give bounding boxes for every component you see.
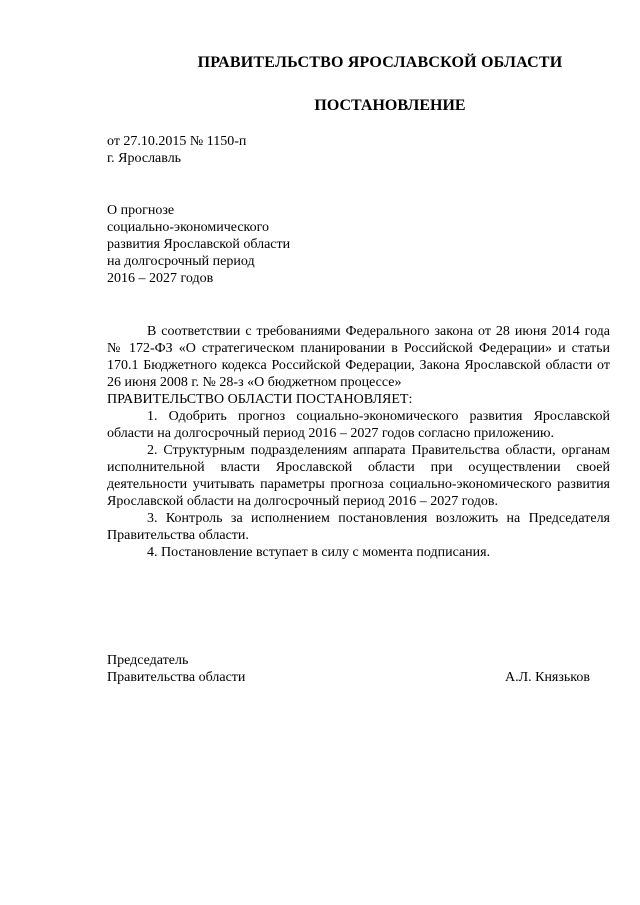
preamble-paragraph: В соответствии с требованиями Федерального закона от 28 июня 2014 года № 172-ФЗ «О стратегическом планировании в Российской Федерации» и статьи 170.1 Бюджетного кодекса Российской Федерации, Закона Ярославской области от 26 июня 2008 г. № 28-з «О бюджетном процессе» — [107, 324, 610, 390]
document-type: ПОСТАНОВЛЕНИЕ — [314, 97, 466, 114]
resolution-item-1: 1. Одобрить прогноз социально-экономического развития Ярославской области на долгосрочный период 2016 – 2027 годов согласно приложению. — [107, 409, 610, 441]
document-body — [107, 323, 610, 561]
document-city: г. Ярославль — [107, 151, 182, 166]
subject-line: развития Ярославской области — [107, 237, 291, 252]
signatory-title-line1: Председатель — [107, 653, 189, 668]
resolution-item-2: 2. Структурным подразделениям аппарата Правительства области, органам исполнительной власти Ярославской области при осуществлении своей деятельности учитывать параметры прогноза социально-экономического развития Ярославской области на долгосрочный период 2016 – 2027 годов. — [107, 443, 610, 509]
subject-line: социально-экономического — [107, 220, 270, 235]
resolution-item-4: 4. Постановление вступает в силу с момента подписания. — [147, 545, 491, 560]
document-subject — [107, 202, 407, 287]
document-date-number: от 27.10.2015 № 1150-п — [107, 134, 247, 149]
signatory-name: А.Л. Князьков — [505, 670, 590, 685]
subject-line: на долгосрочный период — [107, 254, 255, 269]
subject-line: 2016 – 2027 годов — [107, 271, 214, 286]
government-title: ПРАВИТЕЛЬСТВО ЯРОСЛАВСКОЙ ОБЛАСТИ — [197, 54, 563, 71]
signatory-title-line2: Правительства области — [107, 670, 246, 685]
subject-line: О прогнозе — [107, 203, 175, 218]
resolution-item-3: 3. Контроль за исполнением постановления возложить на Председателя Правительства области. — [107, 511, 610, 543]
signature-block — [107, 652, 590, 686]
resolution-heading: ПРАВИТЕЛЬСТВО ОБЛАСТИ ПОСТАНОВЛЯЕТ: — [107, 392, 413, 407]
